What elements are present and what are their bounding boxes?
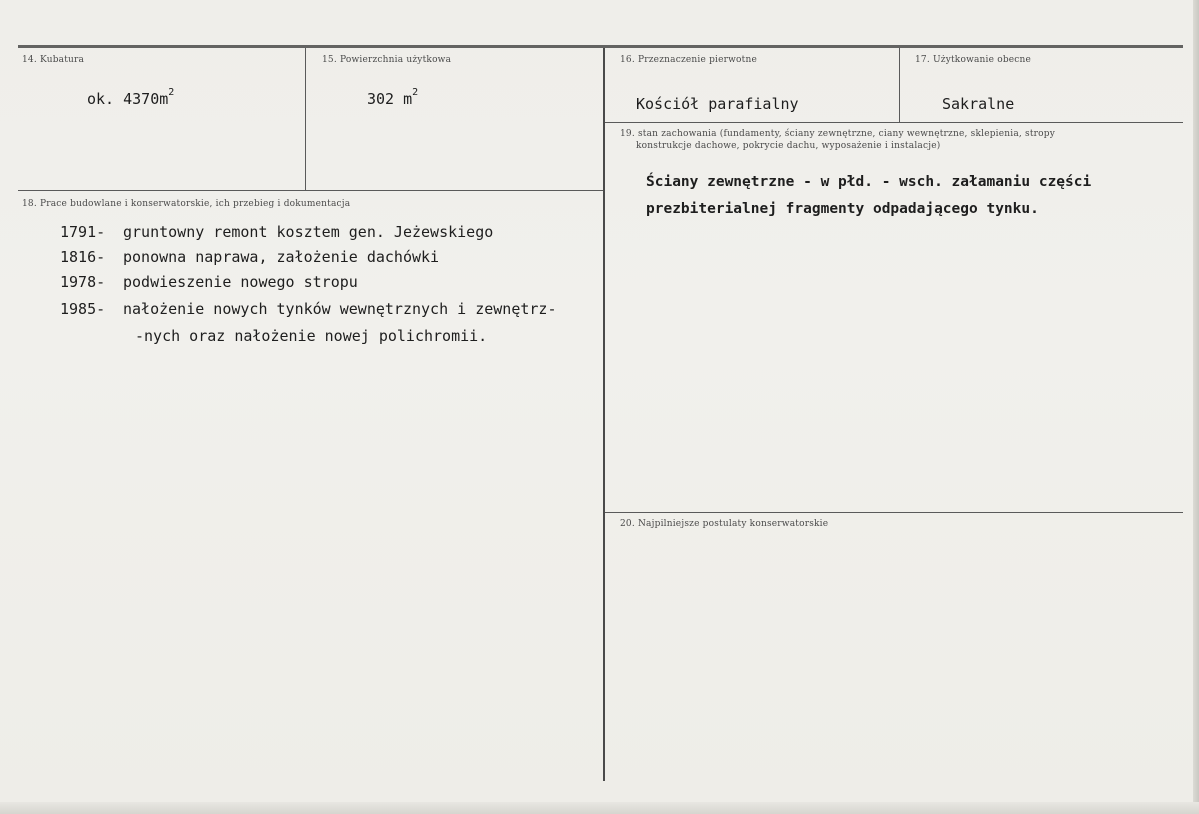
top-rule: [18, 45, 1183, 48]
entry-text: ponowna naprawa, założenie dachówki: [123, 248, 440, 266]
field-16-label: 16. Przeznaczenie pierwotne: [620, 55, 758, 65]
divider-left-right: [603, 48, 605, 781]
line-under-14-15: [18, 190, 603, 191]
work-entry: [60, 248, 439, 266]
card-right-edge: [1193, 0, 1199, 814]
field-19-label-line1: 19. stan zachowania (fundamenty, ściany zewnętrzne, ciany wewnętrzne, sklepienia, stropy: [620, 129, 1056, 139]
field-19-label-line2: konstrukcje dachowe, pokrycie dachu, wyposażenie i instalacje): [636, 141, 941, 151]
field-17-value: Sakralne: [942, 95, 1015, 113]
work-entry: [60, 300, 556, 318]
field-14-label: 14. Kubatura: [22, 55, 85, 65]
field-16-value: Kościół parafialny: [636, 95, 799, 113]
entry-year: 1978-: [60, 273, 106, 291]
work-entry: [60, 223, 493, 241]
entry-year: 1816-: [60, 248, 106, 266]
work-entry: [60, 273, 358, 291]
field-18-label: 18. Prace budowlane i konserwatorskie, ich przebieg i dokumentacja: [22, 199, 351, 209]
field-14-value: ok. $4370m^2$: [87, 87, 175, 108]
field-15-label: 15. Powierzchnia użytkowa: [322, 55, 452, 65]
card-bottom-edge: [0, 802, 1199, 814]
line-under-19: [605, 512, 1183, 513]
entry-year: 1985-: [60, 300, 106, 318]
condition-line: prezbiterialnej fragmenty odpadającego tynku.: [646, 201, 1039, 217]
condition-line: Ściany zewnętrzne - w płd. - wsch. załamaniu części: [646, 174, 1092, 190]
entry-text: gruntowny remont kosztem gen. Jeżewskiego: [123, 223, 494, 241]
entry-continuation: -nych oraz nałożenie nowej polichromii.: [135, 327, 488, 345]
field-20-label: 20. Najpilniejsze postulaty konserwatorskie: [620, 519, 829, 529]
entry-year: 1791-: [60, 223, 106, 241]
divider-14-15: [305, 48, 306, 190]
divider-16-17: [899, 48, 900, 122]
line-under-16-17: [605, 122, 1183, 123]
field-17-label: 17. Użytkowanie obecne: [915, 55, 1032, 65]
entry-text: podwieszenie nowego stropu: [123, 273, 358, 291]
entry-text: nałożenie nowych tynków wewnętrznych i zewnętrz-: [123, 300, 557, 318]
field-15-value: 302 $m^2$: [367, 87, 419, 108]
